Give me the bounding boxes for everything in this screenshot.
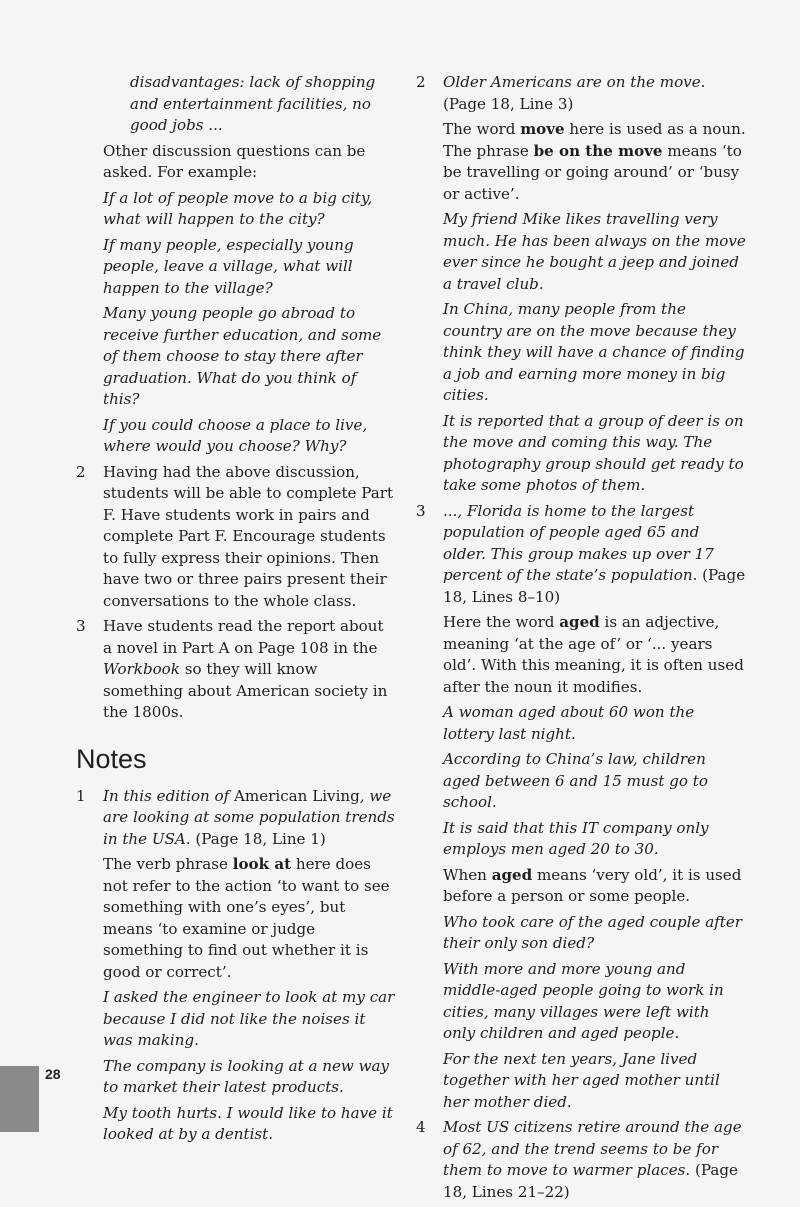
explanation bbox=[416, 612, 746, 698]
note-number: 4 bbox=[416, 1118, 426, 1136]
page-number: 28 bbox=[45, 1066, 61, 1082]
list-item bbox=[76, 462, 396, 613]
note-item bbox=[76, 786, 396, 851]
note-item bbox=[416, 1117, 746, 1203]
list-text: so they will know something about American society in the 1800s. bbox=[103, 660, 388, 721]
example-sentence: In China, many people from the country are on the move because they think they will have a chance of finding a job and earning more money in big cities. bbox=[443, 300, 745, 404]
note-number: 2 bbox=[416, 73, 426, 91]
left-column bbox=[76, 72, 396, 1150]
explanation bbox=[76, 854, 396, 983]
page-reference: . (Page 18, Lines 8–10) bbox=[443, 566, 746, 606]
explanation-text: is an adjective, meaning ‘at the age of’ or ‘... years old’. With this meaning, it is often used after the noun it modifies. bbox=[443, 613, 744, 696]
explanation-text: When bbox=[443, 865, 492, 884]
example-sentence: My friend Mike likes travelling very much. He has been always on the move ever since he bought a jeep and joined a travel club. bbox=[443, 210, 746, 293]
magazine-title: American Living bbox=[234, 786, 360, 805]
list-text: Having had the above discussion, students will be able to complete Part F. Have students work in pairs and complete Part F. Encourage students to fully express their opinions. Then have two or three pairs present their conversations to the whole class. bbox=[103, 462, 394, 610]
example-sentence: For the next ten years, Jane lived together with her aged mother until her mother died. bbox=[443, 1049, 720, 1111]
example-sentence: With more and more young and middle-aged people going to work in cities, many villages were left with only children and aged people. bbox=[443, 959, 724, 1042]
list-item bbox=[76, 616, 396, 724]
quote-text: ..., Florida is home to the largest population of people aged 65 and older. This group makes up over 17 percent of the state’s population bbox=[443, 501, 714, 584]
discussion-question: Many young people go abroad to receive further education, and some of them choose to stay there after graduation. What do you think of this? bbox=[103, 304, 382, 408]
explanation-text: The word bbox=[443, 120, 521, 138]
explanation bbox=[416, 119, 746, 205]
quote-text: Most US citizens retire around the age of 62, and the trend seems to be for them to move to warmer places bbox=[443, 1118, 742, 1179]
discussion-question: If many people, especially young people, leave a village, what will happen to the village? bbox=[103, 235, 354, 297]
list-number: 2 bbox=[76, 462, 86, 481]
notes-heading: Notes bbox=[76, 743, 147, 774]
list-number: 3 bbox=[76, 617, 86, 635]
explanation-text: Here the word bbox=[443, 613, 560, 631]
keyword: aged bbox=[559, 613, 600, 631]
page-reference: . (Page 18, Line 3) bbox=[443, 73, 706, 113]
right-column bbox=[416, 72, 746, 1207]
note-item bbox=[416, 501, 746, 609]
explanation bbox=[416, 865, 746, 908]
page-reference: . (Page 18, Lines 21–22) bbox=[443, 1161, 738, 1201]
explanation-text: means ‘very old’, it is used before a person or some people. bbox=[443, 865, 742, 905]
keyword: aged bbox=[491, 865, 533, 884]
keyword: look at bbox=[232, 855, 292, 873]
quote-text: Older Americans are on the move bbox=[443, 73, 701, 91]
example-sentence: I asked the engineer to look at my car because I did not like the noises it was making. bbox=[103, 988, 395, 1049]
example-sentence: Who took care of the aged couple after their only son died? bbox=[443, 912, 743, 952]
example-sentence: A woman aged about 60 won the lottery last night. bbox=[443, 703, 695, 743]
page-tab bbox=[0, 1066, 39, 1132]
discussion-question: If you could choose a place to live, where would you choose? Why? bbox=[103, 415, 368, 455]
quote-text: In this edition of bbox=[103, 786, 235, 805]
keyword: be on the move bbox=[533, 141, 663, 160]
note-item bbox=[416, 72, 746, 115]
paragraph: disadvantages: lack of shopping and entertainment facilities, no good jobs ... bbox=[130, 73, 376, 134]
example-sentence: It is said that this IT company only employs men aged 20 to 30. bbox=[443, 818, 709, 858]
explanation-text: means ‘to be travelling or going around’ or ‘busy or active’. bbox=[443, 141, 742, 203]
paragraph: Other discussion questions can be asked. For example: bbox=[103, 141, 366, 181]
explanation-text: here does not refer to the action ‘to want to see something with one’s eyes’, but means ‘to examine or judge something to find out whether it is good or correct’. bbox=[103, 855, 390, 981]
example-sentence: The company is looking at a new way to market their latest products. bbox=[103, 1056, 390, 1096]
note-number: 1 bbox=[76, 786, 86, 805]
example-sentence: According to China’s law, children aged between 6 and 15 must go to school. bbox=[443, 750, 708, 811]
explanation-text: The verb phrase bbox=[103, 855, 233, 873]
workbook-title: Workbook bbox=[103, 660, 180, 678]
example-sentence: It is reported that a group of deer is on the move and coming this way. The photography group should get ready to take some photos of them. bbox=[443, 411, 744, 494]
page-reference: . (Page 18, Line 1) bbox=[185, 829, 326, 848]
keyword: move bbox=[520, 120, 565, 138]
note-number: 3 bbox=[416, 501, 426, 520]
example-sentence: My tooth hurts. I would like to have it looked at by a dentist. bbox=[103, 1103, 393, 1143]
list-text: Have students read the report about a novel in Part A on Page 108 in the bbox=[103, 617, 384, 657]
quote-text: , we are looking at some population trends in the USA bbox=[103, 786, 395, 848]
discussion-question: If a lot of people move to a big city, what will happen to the city? bbox=[103, 188, 373, 228]
explanation-text: here is used as a noun. The phrase bbox=[443, 120, 746, 160]
